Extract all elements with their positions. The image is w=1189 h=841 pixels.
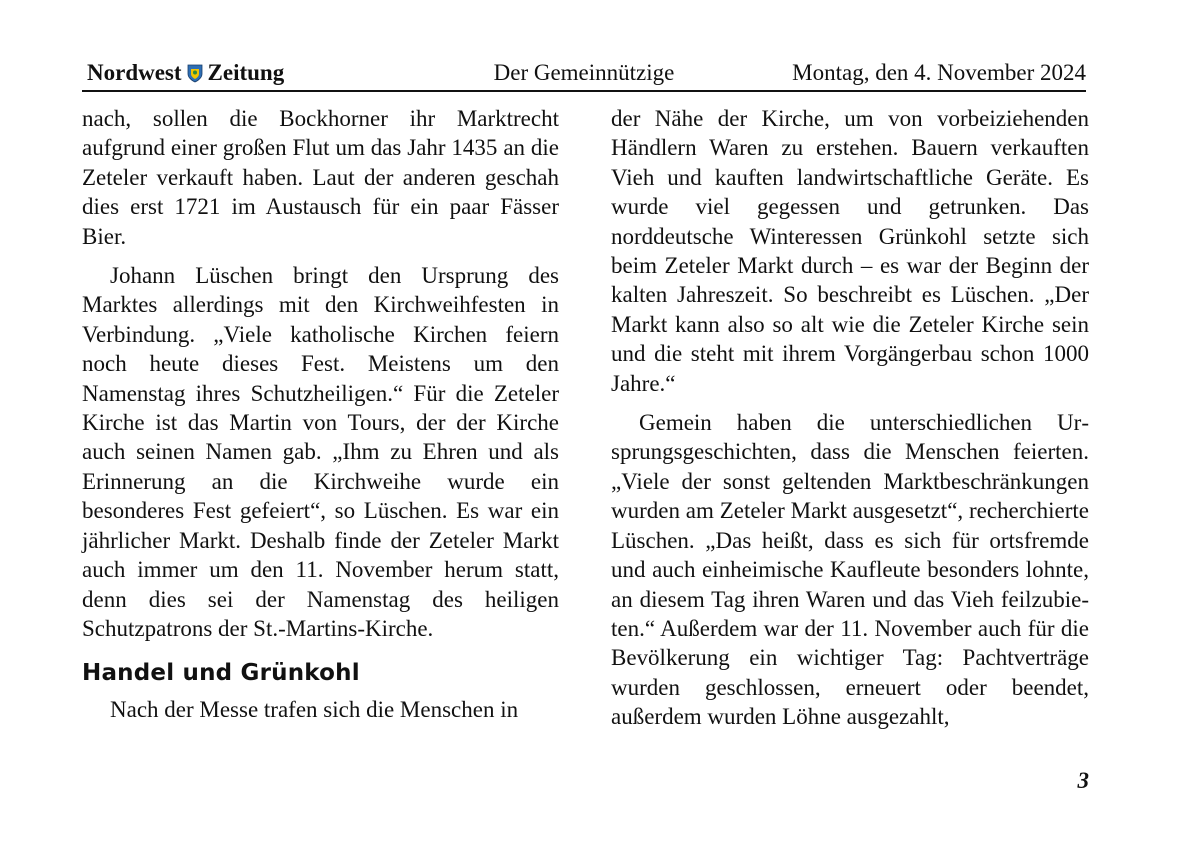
page-header <box>82 58 1086 92</box>
section-heading: Handel und Grünkohl <box>82 660 360 687</box>
article-paragraph: Johann Lüschen bringt den Ursprung des Marktes allerdings mit den Kirchweihfesten in Verbindung. „Viele katholische Kirchen feiern noch heute dieses Fest. Meistens um den Namenstag ihres Schutzheiligen.“ Für die Zeteler Kirche ist das Martin von Tours, der der Kirche auch seinen Namen gab. „Ihm zu Ehren und als Erinnerung an die Kirchweihe wurde ein besonderes Fest gefeiert“, so Lüschen. Es war ein jährlicher Markt. Deshalb finde der Zeteler Markt auch immer um den 11. November herum statt, denn dies sei der Namenstag des heiligen Schutzpatrons der St.-Martins-Kirche. <box>82 263 559 641</box>
page-number: 3 <box>1077 768 1089 793</box>
article-paragraph: nach, sollen die Bockhorner ihr Marktrecht aufgrund einer großen Flut um das Jahr 1435 an die Zeteler verkauft haben. Laut der anderen geschah dies erst 1721 im Austausch für ein paar Fässer Bier. <box>82 106 559 249</box>
left-column <box>82 104 559 725</box>
newspaper-logo <box>87 60 284 86</box>
logo-word-right: Zeitung <box>207 60 285 85</box>
article-paragraph: Nach der Messe trafen sich die Menschen in <box>110 697 519 723</box>
article-paragraph: der Nähe der Kirche, um von vorbeiziehenden Händlern Waren zu erstehen. Bauern verkauften Vieh und kauften landwirtschaftliche Geräte. Es wurde viel gegessen und getrunken. Das norddeutsche Winteressen Grünkohl setzte sich beim Zeteler Markt durch – es war der Beginn der kalten Jahreszeit. So beschreibt es Lüschen. „Der Markt kann also so alt wie die Zeteler Kirche sein und die steht mit ihrem Vorgängerbau schon 1000 Jahre.“ <box>611 106 1089 396</box>
coat-of-arms-icon <box>187 64 203 83</box>
right-column <box>611 104 1089 732</box>
issue-date: Montag, den 4. November 2024 <box>792 60 1086 85</box>
publication-title: Der Gemeinnützige <box>493 60 675 85</box>
logo-word-left: Nordwest <box>87 60 182 85</box>
article-paragraph: Gemein haben die unterschiedlichen Ursprungsgeschichten, dass die Menschen feierten. „Viele der sonst geltenden Marktbeschränkungen wurden am Zeteler Markt ausgesetzt“, recherchierte Lüschen. „Das heißt, dass es sich für ortsfremde und auch einheimische Kaufleute besonders lohnte, an diesem Tag ihren Waren und das Vieh feilzubieten.“ Außerdem war der 11. November auch für die Bevölkerung ein wichtiger Tag: Pachtverträge wurden geschlossen, erneuert oder beendet, außerdem wurden Löhne ausgezahlt, <box>611 410 1089 730</box>
